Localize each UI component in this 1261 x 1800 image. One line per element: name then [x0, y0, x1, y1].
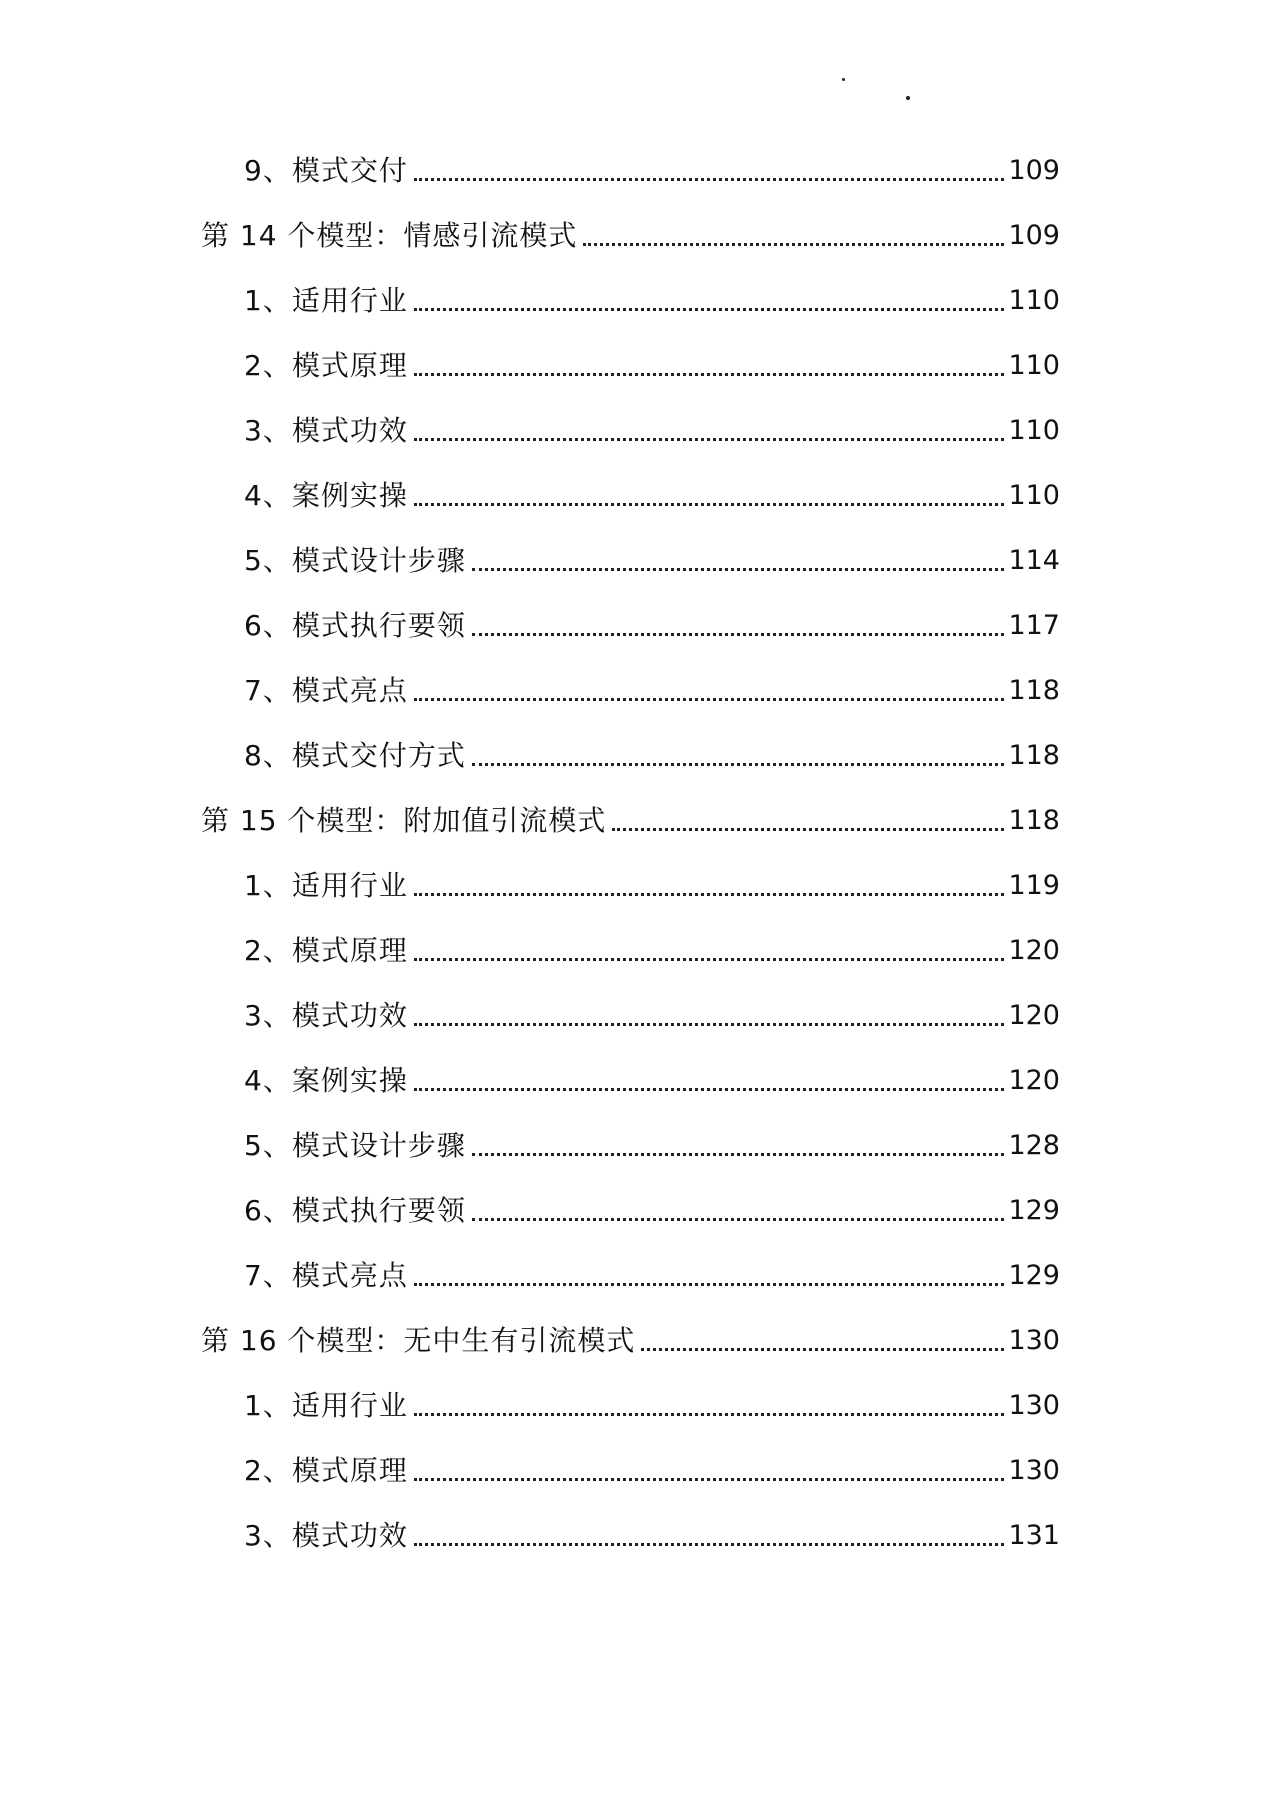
toc-entry[interactable] [244, 733, 1060, 773]
toc-page-number: 114 [1008, 545, 1060, 576]
scan-speck [842, 78, 845, 81]
toc-entry[interactable] [244, 1188, 1060, 1228]
toc-entry[interactable] [244, 1383, 1060, 1423]
toc-entry-title: 1、适用行业 [244, 869, 408, 902]
toc-page-number: 130 [1008, 1325, 1060, 1356]
toc-page-number: 120 [1008, 1000, 1060, 1031]
toc-entry-title: 9、模式交付 [244, 154, 408, 187]
scan-speck [906, 96, 910, 100]
toc-entry-title: 5、模式设计步骤 [244, 544, 466, 577]
toc-entry-title: 5、模式设计步骤 [244, 1129, 466, 1162]
toc-entry[interactable] [244, 1448, 1060, 1488]
toc-page-number: 109 [1008, 155, 1060, 186]
toc-entry[interactable] [244, 473, 1060, 513]
toc-entry[interactable] [244, 993, 1060, 1033]
toc-entry[interactable] [201, 213, 1060, 253]
toc-page-number: 120 [1008, 935, 1060, 966]
toc-page-number: 110 [1008, 415, 1060, 446]
toc-page-number: 117 [1008, 610, 1060, 641]
toc-entry-title: 3、模式功效 [244, 1519, 408, 1552]
toc-dot-leader [414, 308, 1005, 311]
toc-entry-title: 3、模式功效 [244, 999, 408, 1032]
toc-dot-leader [472, 1218, 1005, 1221]
toc-entry-title: 第 14 个模型：情感引流模式 [201, 219, 578, 252]
toc-entry[interactable] [244, 1513, 1060, 1553]
toc-page-number: 129 [1008, 1195, 1060, 1226]
toc-page-number: 110 [1008, 285, 1060, 316]
toc-page-number: 118 [1008, 740, 1060, 771]
toc-entry[interactable] [201, 798, 1060, 838]
toc-entry-title: 2、模式原理 [244, 1454, 408, 1487]
toc-dot-leader [414, 1023, 1005, 1026]
toc-entry-title: 7、模式亮点 [244, 674, 408, 707]
toc-dot-leader [414, 698, 1005, 701]
toc-entry[interactable] [244, 148, 1060, 188]
toc-entry-title: 2、模式原理 [244, 349, 408, 382]
toc-entry[interactable] [201, 1318, 1060, 1358]
toc-dot-leader [414, 1478, 1005, 1481]
toc-page-number: 119 [1008, 870, 1060, 901]
toc-dot-leader [414, 1543, 1005, 1546]
toc-page-number: 110 [1008, 480, 1060, 511]
toc-entry-title: 2、模式原理 [244, 934, 408, 967]
toc-dot-leader [414, 1283, 1005, 1286]
toc-entry-title: 第 16 个模型：无中生有引流模式 [201, 1324, 636, 1357]
toc-entry-title: 1、适用行业 [244, 284, 408, 317]
toc-entry[interactable] [244, 1253, 1060, 1293]
toc-dot-leader [414, 438, 1005, 441]
toc-entry[interactable] [244, 408, 1060, 448]
toc-entry-title: 8、模式交付方式 [244, 739, 466, 772]
toc-dot-leader [414, 503, 1005, 506]
toc-entry[interactable] [244, 603, 1060, 643]
toc-entry-title: 7、模式亮点 [244, 1259, 408, 1292]
toc-entry-title: 4、案例实操 [244, 479, 408, 512]
toc-page-number: 118 [1008, 675, 1060, 706]
toc-dot-leader [472, 568, 1005, 571]
toc-entry[interactable] [244, 863, 1060, 903]
toc-entry-title: 第 15 个模型：附加值引流模式 [201, 804, 607, 837]
toc-page-number: 129 [1008, 1260, 1060, 1291]
toc-entry-title: 1、适用行业 [244, 1389, 408, 1422]
toc-dot-leader [583, 243, 1004, 246]
toc-entry-title: 4、案例实操 [244, 1064, 408, 1097]
toc-entry[interactable] [244, 538, 1060, 578]
toc-entry[interactable] [244, 1123, 1060, 1163]
toc-dot-leader [472, 633, 1005, 636]
toc-dot-leader [414, 893, 1005, 896]
toc-page-number: 120 [1008, 1065, 1060, 1096]
toc-dot-leader [414, 1413, 1005, 1416]
toc-entry-title: 3、模式功效 [244, 414, 408, 447]
toc-page-number: 118 [1008, 805, 1060, 836]
toc-page-number: 109 [1008, 220, 1060, 251]
toc-dot-leader [472, 763, 1005, 766]
toc-entry-title: 6、模式执行要领 [244, 609, 466, 642]
toc-entry[interactable] [244, 928, 1060, 968]
toc-dot-leader [612, 828, 1004, 831]
toc-entry[interactable] [244, 668, 1060, 708]
toc-page-number: 128 [1008, 1130, 1060, 1161]
toc-entry[interactable] [244, 343, 1060, 383]
toc-dot-leader [414, 1088, 1005, 1091]
toc-page-number: 131 [1008, 1520, 1060, 1551]
toc-page-number: 110 [1008, 350, 1060, 381]
toc-dot-leader [414, 373, 1005, 376]
toc-dot-leader [414, 178, 1005, 181]
toc-entry-title: 6、模式执行要领 [244, 1194, 466, 1227]
toc-page-number: 130 [1008, 1455, 1060, 1486]
toc-page-number: 130 [1008, 1390, 1060, 1421]
toc-dot-leader [414, 958, 1005, 961]
toc-dot-leader [472, 1153, 1005, 1156]
toc-dot-leader [641, 1348, 1004, 1351]
toc-entry[interactable] [244, 278, 1060, 318]
toc-entry[interactable] [244, 1058, 1060, 1098]
